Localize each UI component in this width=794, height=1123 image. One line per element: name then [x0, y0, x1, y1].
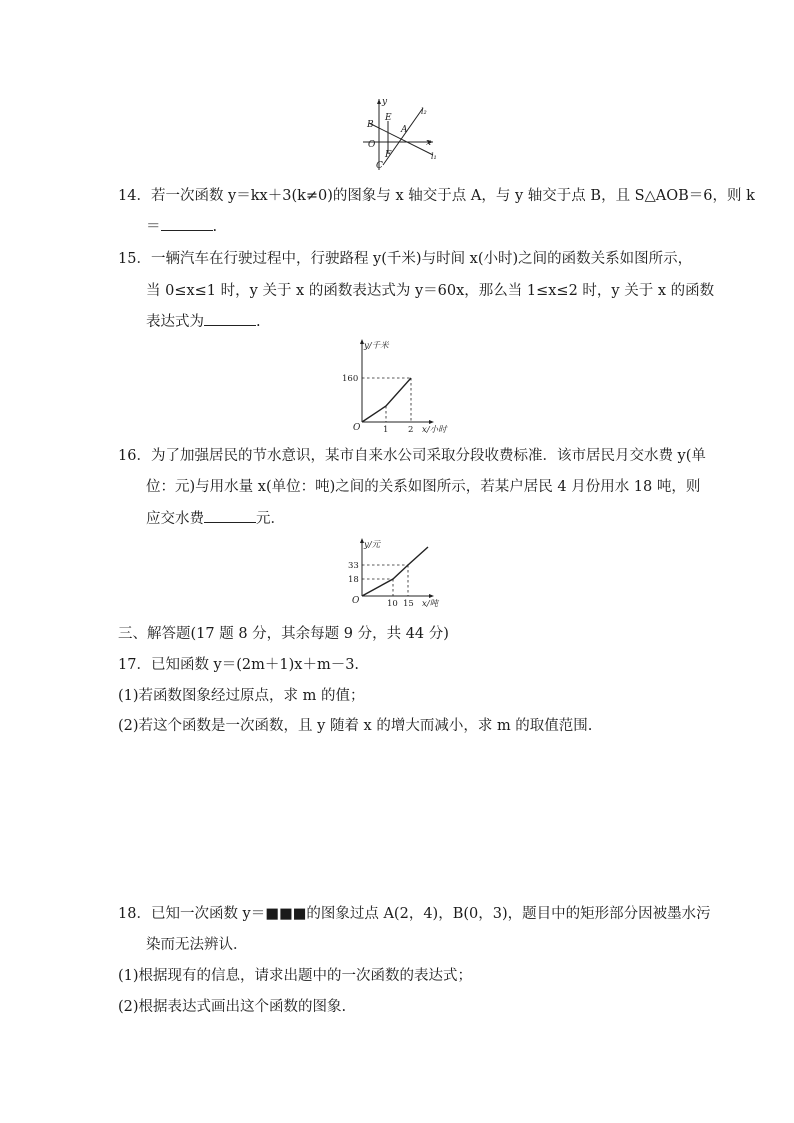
label-y: y	[382, 97, 388, 107]
q15-line3-suffix: .	[256, 314, 261, 330]
q18-line2: 染而无法辨认．	[146, 937, 248, 953]
label-c: C	[376, 161, 383, 171]
chart-q16	[340, 537, 450, 612]
chart-q16-ytick-33: 33	[348, 561, 359, 571]
chart-q15-ylabel: y/千米	[364, 341, 389, 351]
q15-line3-prefix: 表达式为	[146, 314, 204, 330]
q17-part2: (2)若这个函数是一次函数，且 y 随着 x 的增大而减小，求 m 的取值范围.	[118, 718, 593, 734]
chart-q15-xlabel: x/小时	[422, 425, 447, 435]
q15-answer-blank	[204, 311, 256, 326]
q18-part1: (1)根据现有的信息，请求出题中的一次函数的表达式；	[118, 968, 473, 984]
chart-q15-ytick-160: 160	[342, 374, 359, 384]
q14-line2-suffix: .	[212, 219, 218, 235]
q18-part2: (2)根据表达式画出这个函数的图象.	[118, 999, 347, 1015]
label-o: O	[368, 140, 376, 150]
label-l1: l₁	[431, 152, 437, 161]
q16-line3-prefix: 应交水费	[146, 511, 204, 527]
q16-line2: 位：元)与用水量 x(单位：吨)之间的关系如图所示，若某户居民 4 月份用水 18 吨，则	[146, 479, 701, 495]
y-axis-arrow	[377, 99, 381, 104]
chart-q16-x-arrow	[429, 594, 434, 598]
chart-q16-xlabel: x/吨	[422, 599, 439, 609]
q14-line2	[146, 216, 217, 237]
q18-line1: 18．已知一次函数 y＝■■■的图象过点 A(2，4)，B(0，3)，题目中的矩形部分因被墨水污	[118, 906, 711, 922]
label-e: E	[385, 113, 392, 123]
q14-answer-blank	[161, 216, 213, 231]
q15-line3	[146, 311, 261, 332]
chart-q16-xtick-10: 10	[387, 599, 398, 609]
chart-q15-x-arrow	[429, 420, 434, 424]
q17-part1: (1)若函数图象经过原点，求 m 的值；	[118, 688, 365, 704]
chart-q15-xtick-2: 2	[408, 425, 414, 435]
chart-q16-ytick-18: 18	[348, 575, 359, 585]
q15-line2: 当 0≤x≤1 时，y 关于 x 的函数表达式为 y＝60x，那么当 1≤x≤2 时，y 关于 x 的函数	[146, 283, 715, 299]
chart-q16-ylabel: y/元	[364, 540, 381, 550]
section3-heading: 三、解答题(17 题 8 分，其余每题 9 分，共 44 分)	[118, 626, 449, 642]
figure-two-lines	[355, 95, 445, 175]
label-x: x	[426, 138, 432, 148]
label-a: A	[401, 125, 408, 135]
label-l2: l₂	[421, 107, 427, 116]
chart-q16-origin: O	[352, 596, 360, 606]
chart-q15-origin: O	[353, 423, 361, 433]
q16-line1: 16．为了加强居民的节水意识，某市自来水公司采取分段收费标准．该市居民月交水费 y(单	[118, 448, 706, 464]
q14-line1: 14．若一次函数 y＝kx＋3(k≠0)的图象与 x 轴交于点 A，与 y 轴交于点 B，且 S△AOB＝6，则 k	[118, 188, 755, 204]
chart-q15-xtick-1: 1	[383, 425, 389, 435]
chart-q16-series-line	[362, 547, 428, 596]
q14-line2-prefix: ＝	[146, 219, 161, 235]
chart-q15	[340, 338, 447, 438]
label-b: B	[367, 120, 374, 130]
q17-stem: 17．已知函数 y＝(2m＋1)x＋m－3.	[118, 657, 360, 673]
chart-q16-xtick-15: 15	[403, 599, 414, 609]
label-f: F	[385, 150, 392, 160]
q16-line3-suffix: 元．	[256, 511, 285, 527]
chart-q15-series-line	[362, 378, 411, 422]
q16-line3	[146, 508, 285, 529]
q15-line1: 15．一辆汽车在行驶过程中，行驶路程 y(千米)与时间 x(小时)之间的函数关系如图所示，	[118, 251, 693, 267]
q16-answer-blank	[204, 508, 256, 523]
